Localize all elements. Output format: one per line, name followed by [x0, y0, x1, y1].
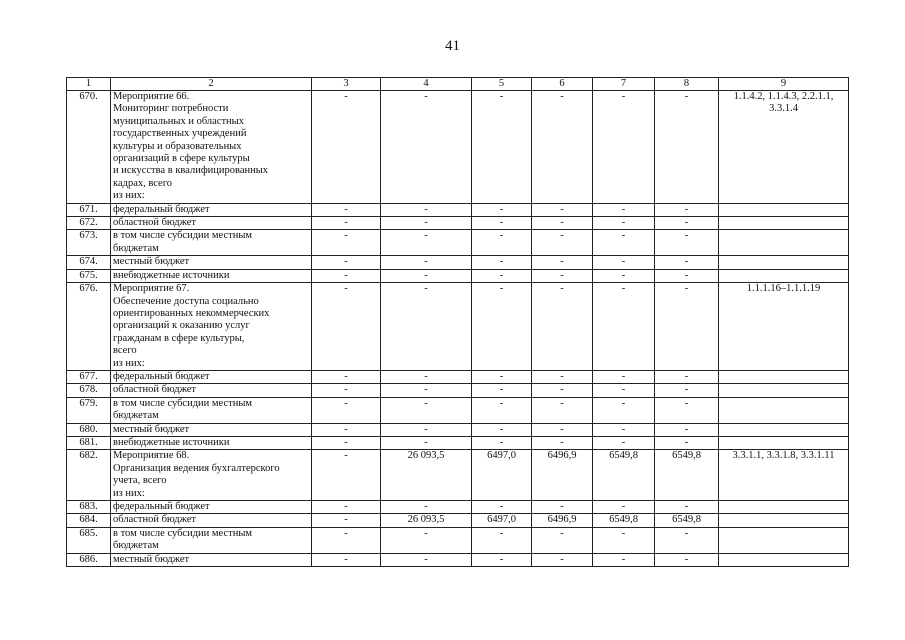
value-col-7: - [593, 553, 655, 566]
value-col-3: - [312, 91, 381, 204]
value-col-5: - [472, 370, 532, 383]
row-title: местный бюджет [111, 423, 312, 436]
table-row [67, 370, 849, 383]
value-col-8: - [655, 553, 719, 566]
value-col-4: - [381, 269, 472, 282]
reference-codes [719, 370, 849, 383]
column-header: 5 [472, 78, 532, 91]
value-col-3: - [312, 203, 381, 216]
budget-table [66, 77, 849, 567]
value-col-5: - [472, 230, 532, 256]
table-row [67, 527, 849, 553]
value-col-3: - [312, 384, 381, 397]
value-col-5: - [472, 501, 532, 514]
row-number: 685. [67, 527, 111, 553]
value-col-3: - [312, 256, 381, 269]
column-header: 1 [67, 78, 111, 91]
value-col-3: - [312, 269, 381, 282]
value-col-5: - [472, 423, 532, 436]
value-col-4: - [381, 501, 472, 514]
value-col-3: - [312, 527, 381, 553]
value-col-5: 6497,0 [472, 450, 532, 501]
value-col-4: - [381, 91, 472, 204]
row-number: 682. [67, 450, 111, 501]
row-number: 672. [67, 217, 111, 230]
row-title: в том числе субсидии местным бюджетам [111, 397, 312, 423]
value-col-5: - [472, 283, 532, 371]
table-row [67, 203, 849, 216]
value-col-6: - [532, 501, 593, 514]
value-col-4: - [381, 230, 472, 256]
reference-codes [719, 501, 849, 514]
row-number: 676. [67, 283, 111, 371]
table-row [67, 91, 849, 204]
value-col-7: - [593, 230, 655, 256]
value-col-6: - [532, 256, 593, 269]
row-number: 677. [67, 370, 111, 383]
reference-codes [719, 514, 849, 527]
value-col-5: 6497,0 [472, 514, 532, 527]
value-col-6: 6496,9 [532, 450, 593, 501]
value-col-6: - [532, 269, 593, 282]
table-row [67, 283, 849, 371]
value-col-4: - [381, 553, 472, 566]
value-col-5: - [472, 527, 532, 553]
value-col-7: 6549,8 [593, 514, 655, 527]
table-body [67, 91, 849, 567]
value-col-3: - [312, 436, 381, 449]
row-title: местный бюджет [111, 553, 312, 566]
value-col-8: - [655, 230, 719, 256]
table-row [67, 423, 849, 436]
value-col-4: - [381, 370, 472, 383]
row-title: Мероприятие 66. Мониторинг потребности муниципальных и областных государственных учреждений культуры и образовательных организаций в сфере культуры и искусства в квалифицированных кадрах, всего из них: [111, 91, 312, 204]
value-col-3: - [312, 397, 381, 423]
value-col-8: 6549,8 [655, 514, 719, 527]
value-col-6: - [532, 553, 593, 566]
value-col-3: - [312, 370, 381, 383]
reference-codes [719, 384, 849, 397]
table-row [67, 397, 849, 423]
value-col-8: - [655, 436, 719, 449]
value-col-5: - [472, 203, 532, 216]
reference-codes [719, 230, 849, 256]
value-col-8: - [655, 384, 719, 397]
value-col-7: - [593, 501, 655, 514]
row-number: 683. [67, 501, 111, 514]
value-col-7: - [593, 91, 655, 204]
value-col-8: - [655, 283, 719, 371]
table-row [67, 217, 849, 230]
table-row [67, 553, 849, 566]
value-col-3: - [312, 217, 381, 230]
value-col-7: - [593, 370, 655, 383]
value-col-7: - [593, 436, 655, 449]
value-col-8: - [655, 91, 719, 204]
row-title: в том числе субсидии местным бюджетам [111, 527, 312, 553]
row-number: 681. [67, 436, 111, 449]
value-col-4: - [381, 217, 472, 230]
row-number: 671. [67, 203, 111, 216]
value-col-6: - [532, 283, 593, 371]
value-col-6: - [532, 91, 593, 204]
row-title: внебюджетные источники [111, 436, 312, 449]
row-title: федеральный бюджет [111, 203, 312, 216]
row-title: областной бюджет [111, 217, 312, 230]
table-row [67, 256, 849, 269]
value-col-8: - [655, 370, 719, 383]
value-col-7: - [593, 423, 655, 436]
value-col-7: - [593, 256, 655, 269]
table-row [67, 450, 849, 501]
value-col-7: - [593, 527, 655, 553]
column-header: 9 [719, 78, 849, 91]
row-number: 670. [67, 91, 111, 204]
value-col-8: - [655, 397, 719, 423]
value-col-4: - [381, 283, 472, 371]
reference-codes [719, 203, 849, 216]
value-col-7: - [593, 384, 655, 397]
value-col-6: - [532, 217, 593, 230]
reference-codes [719, 397, 849, 423]
row-number: 686. [67, 553, 111, 566]
value-col-6: - [532, 230, 593, 256]
row-title: федеральный бюджет [111, 370, 312, 383]
value-col-8: - [655, 256, 719, 269]
value-col-3: - [312, 553, 381, 566]
value-col-5: - [472, 217, 532, 230]
header-row [67, 78, 849, 91]
value-col-6: - [532, 203, 593, 216]
value-col-4: - [381, 397, 472, 423]
value-col-6: - [532, 397, 593, 423]
value-col-5: - [472, 397, 532, 423]
value-col-4: - [381, 256, 472, 269]
page-number: 41 [445, 38, 460, 54]
row-title: областной бюджет [111, 384, 312, 397]
value-col-6: - [532, 423, 593, 436]
table-row [67, 269, 849, 282]
column-header: 6 [532, 78, 593, 91]
reference-codes [719, 553, 849, 566]
table-row [67, 230, 849, 256]
value-col-4: - [381, 384, 472, 397]
value-col-5: - [472, 269, 532, 282]
value-col-6: - [532, 384, 593, 397]
value-col-3: - [312, 501, 381, 514]
value-col-7: 6549,8 [593, 450, 655, 501]
value-col-8: - [655, 217, 719, 230]
value-col-7: - [593, 283, 655, 371]
value-col-8: - [655, 527, 719, 553]
value-col-5: - [472, 553, 532, 566]
reference-codes [719, 256, 849, 269]
value-col-5: - [472, 384, 532, 397]
row-title: федеральный бюджет [111, 501, 312, 514]
value-col-4: - [381, 527, 472, 553]
table-row [67, 384, 849, 397]
row-number: 673. [67, 230, 111, 256]
reference-codes [719, 423, 849, 436]
value-col-5: - [472, 436, 532, 449]
value-col-3: - [312, 450, 381, 501]
reference-codes: 1.1.1.16–1.1.1.19 [719, 283, 849, 371]
value-col-5: - [472, 256, 532, 269]
column-header: 8 [655, 78, 719, 91]
table-row [67, 436, 849, 449]
table-row [67, 501, 849, 514]
row-number: 680. [67, 423, 111, 436]
reference-codes: 3.3.1.1, 3.3.1.8, 3.3.1.11 [719, 450, 849, 501]
value-col-4: - [381, 203, 472, 216]
value-col-3: - [312, 230, 381, 256]
value-col-4: 26 093,5 [381, 514, 472, 527]
value-col-4: - [381, 423, 472, 436]
row-title: Мероприятие 67. Обеспечение доступа социально ориентированных некоммерческих организаций к оказанию услуг гражданам в сфере культуры, всего из них: [111, 283, 312, 371]
table-row [67, 514, 849, 527]
value-col-3: - [312, 514, 381, 527]
row-title: Мероприятие 68. Организация ведения бухгалтерского учета, всего из них: [111, 450, 312, 501]
row-number: 674. [67, 256, 111, 269]
value-col-8: - [655, 423, 719, 436]
value-col-7: - [593, 203, 655, 216]
column-header: 7 [593, 78, 655, 91]
value-col-6: 6496,9 [532, 514, 593, 527]
row-title: местный бюджет [111, 256, 312, 269]
row-title: областной бюджет [111, 514, 312, 527]
value-col-6: - [532, 436, 593, 449]
reference-codes [719, 436, 849, 449]
column-header: 4 [381, 78, 472, 91]
row-title: внебюджетные источники [111, 269, 312, 282]
value-col-8: - [655, 501, 719, 514]
reference-codes [719, 269, 849, 282]
row-number: 679. [67, 397, 111, 423]
value-col-8: - [655, 269, 719, 282]
row-number: 678. [67, 384, 111, 397]
value-col-6: - [532, 370, 593, 383]
column-header: 3 [312, 78, 381, 91]
value-col-8: 6549,8 [655, 450, 719, 501]
row-title: в том числе субсидии местным бюджетам [111, 230, 312, 256]
reference-codes: 1.1.4.2, 1.1.4.3, 2.2.1.1, 3.3.1.4 [719, 91, 849, 204]
column-header: 2 [111, 78, 312, 91]
row-number: 684. [67, 514, 111, 527]
value-col-7: - [593, 397, 655, 423]
value-col-3: - [312, 283, 381, 371]
value-col-5: - [472, 91, 532, 204]
row-number: 675. [67, 269, 111, 282]
value-col-4: 26 093,5 [381, 450, 472, 501]
value-col-3: - [312, 423, 381, 436]
value-col-8: - [655, 203, 719, 216]
value-col-6: - [532, 527, 593, 553]
value-col-7: - [593, 217, 655, 230]
value-col-4: - [381, 436, 472, 449]
reference-codes [719, 527, 849, 553]
reference-codes [719, 217, 849, 230]
value-col-7: - [593, 269, 655, 282]
